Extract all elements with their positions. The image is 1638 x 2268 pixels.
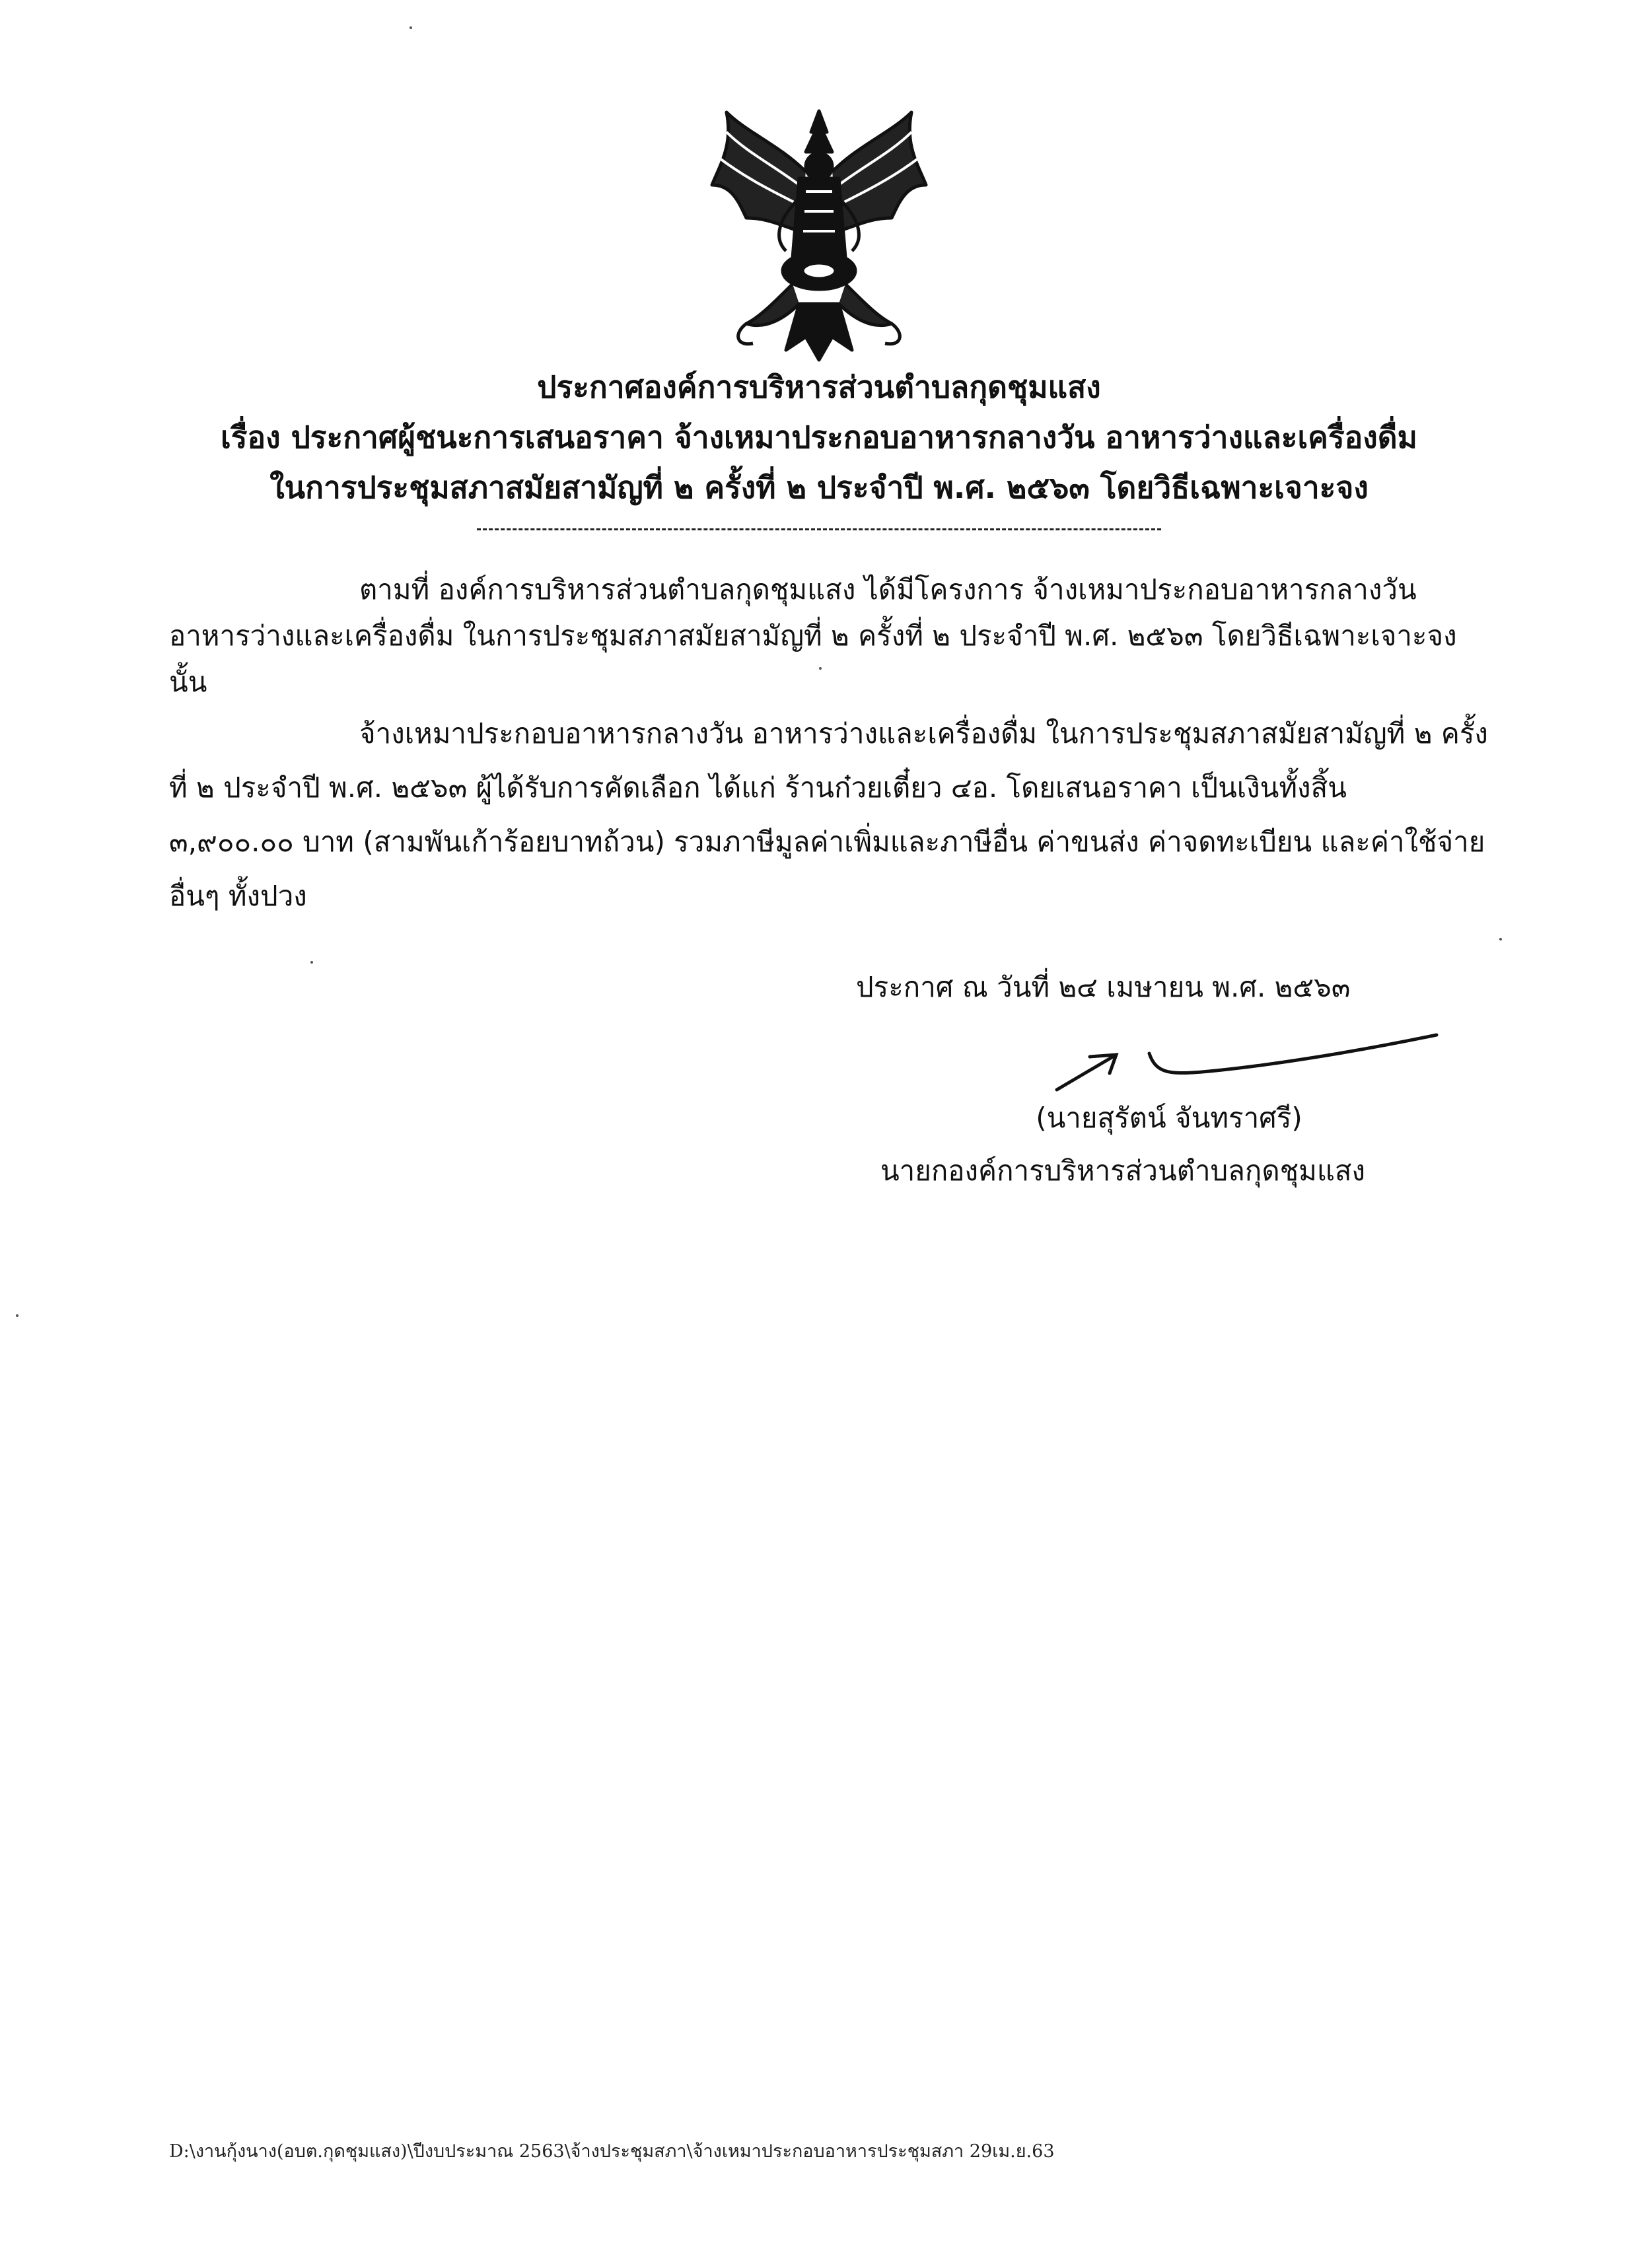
paragraph-2-line-3: ๓,๙๐๐.๐๐ บาท (สามพันเก้าร้อยบาทถ้วน) รวมภาษีมูลค่าเพิ่มและภาษีอื่น ค่าขนส่ง ค่าจดทะเบียน และค่าใช้จ่าย [169, 826, 1485, 858]
heading-divider [477, 528, 1161, 530]
announcement-subject-line-1: เรื่อง ประกาศผู้ชนะการเสนอราคา จ้างเหมาประกอบอาหารกลางวัน อาหารว่างและเครื่องดื่ม [221, 419, 1417, 455]
signer-name: (นายสุรัตน์ จันทราศรี) [1036, 1102, 1302, 1134]
scan-speck [16, 1314, 18, 1317]
paragraph-2-line-2: ที่ ๒ ประจำปี พ.ศ. ๒๕๖๓ ผู้ได้รับการคัดเลือก ได้แก่ ร้านก๋วยเตี๋ยว ๔อ. โดยเสนอราคา เป็นเงินทั้งสิ้น [169, 771, 1347, 804]
scan-speck [310, 961, 313, 964]
paragraph-2-line-4: อื่นๆ ทั้งปวง [169, 880, 307, 912]
announcement-title: ประกาศองค์การบริหารส่วนตำบลกุดชุมแสง [537, 369, 1101, 405]
scan-speck [1499, 938, 1502, 940]
announcement-subject-line-2: ในการประชุมสภาสมัยสามัญที่ ๒ ครั้งที่ ๒ ประจำปี พ.ศ. ๒๕๖๓ โดยวิธีเฉพาะเจาะจง [269, 470, 1369, 505]
paragraph-1-line-2: อาหารว่างและเครื่องดื่ม ในการประชุมสภาสมัยสามัญที่ ๒ ครั้งที่ ๒ ประจำปี พ.ศ. ๒๕๖๓ โดยวิธีเฉพาะเจาะจง [169, 620, 1457, 652]
scan-speck [410, 26, 412, 29]
announcement-date: ประกาศ ณ วันที่ ๒๔ เมษายน พ.ศ. ๒๕๖๓ [856, 971, 1351, 1003]
paragraph-2-line-1: จ้างเหมาประกอบอาหารกลางวัน อาหารว่างและเครื่องดื่ม ในการประชุมสภาสมัยสามัญที่ ๒ ครั้ง [359, 717, 1488, 750]
footer-file-path: D:\งานกุ้งนาง(อบต.กุดชุมแสง)\ปีงบประมาณ 2563\จ้างประชุมสภา\จ้างเหมาประกอบอาหารประชุมสภา 29เม.ย.63 [169, 2141, 1055, 2162]
paragraph-1-line-3: นั้น [169, 666, 207, 698]
handwritten-signature-icon [1050, 1027, 1446, 1100]
paragraph-1-line-1: ตามที่ องค์การบริหารส่วนตำบลกุดชุมแสง ได้มีโครงการ จ้างเหมาประกอบอาหารกลางวัน [359, 573, 1417, 606]
signer-position: นายกองค์การบริหารส่วนตำบลกุดชุมแสง [880, 1154, 1366, 1187]
scan-speck [819, 667, 822, 670]
garuda-emblem-icon [707, 106, 931, 363]
